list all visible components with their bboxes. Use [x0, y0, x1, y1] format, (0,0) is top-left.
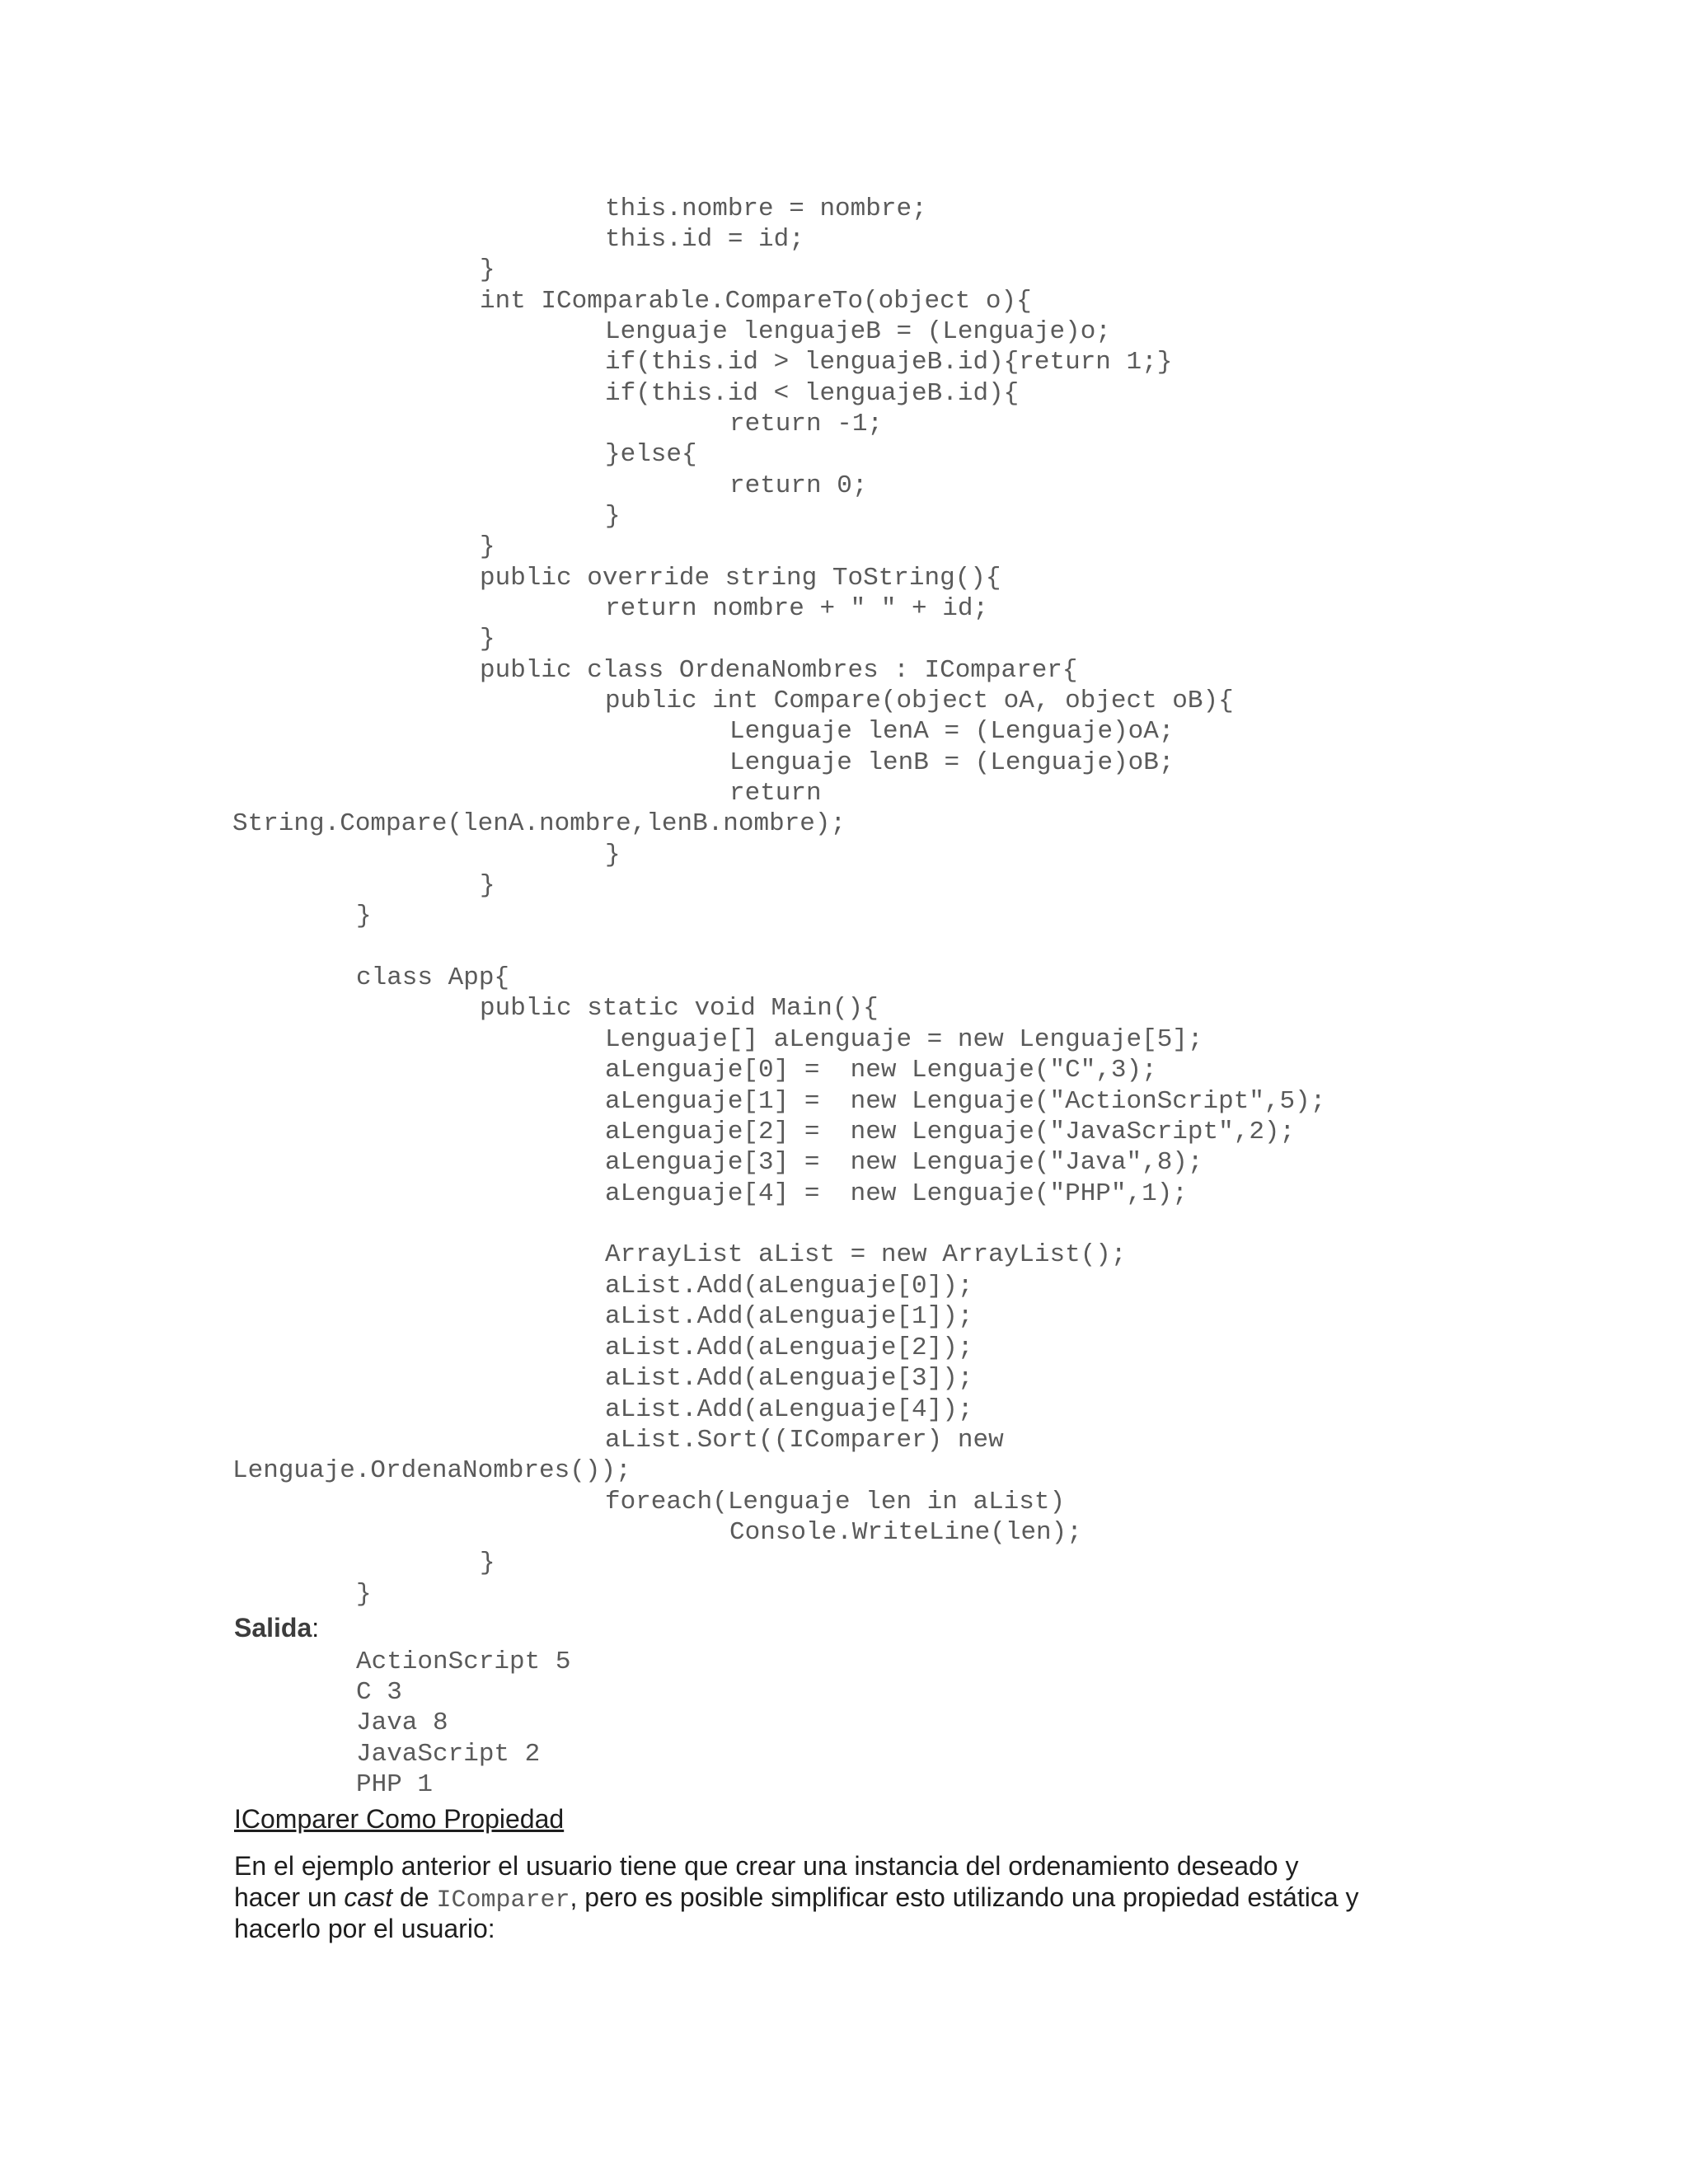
paragraph-text: de — [392, 1882, 437, 1912]
code-line: aList.Add(aLenguaje[0]); — [605, 1272, 973, 1301]
code-line: Lenguaje.OrdenaNombres()); — [232, 1456, 631, 1485]
code-line: } — [480, 255, 495, 284]
code-line: this.id = id; — [605, 225, 804, 254]
output-line: JavaScript 2 — [356, 1740, 541, 1769]
code-line: return -1; — [729, 410, 884, 438]
code-line: ArrayList aList = new ArrayList(); — [605, 1240, 1127, 1269]
paragraph-inline-code: IComparer — [436, 1886, 570, 1915]
code-line: aList.Add(aLenguaje[2]); — [605, 1333, 973, 1362]
output-label-text: Salida — [234, 1613, 312, 1643]
code-line: aList.Add(aLenguaje[1]); — [605, 1302, 973, 1331]
code-line: } — [480, 871, 495, 900]
code-line: } — [605, 502, 621, 531]
code-line: Lenguaje lenguajeB = (Lenguaje)o; — [605, 317, 1111, 346]
output-label — [234, 1612, 319, 1643]
code-line: return nombre + " " + id; — [605, 594, 989, 623]
output-label-colon: : — [312, 1613, 320, 1643]
paragraph-line: En el ejemplo anterior el usuario tiene que crear una instancia del ordenamiento deseado y — [234, 1851, 1299, 1881]
paragraph-text: hacer un — [234, 1882, 345, 1912]
code-line: foreach(Lenguaje len in aList) — [605, 1488, 1066, 1516]
code-line: Lenguaje lenB = (Lenguaje)oB; — [729, 748, 1175, 777]
code-line: return — [729, 779, 822, 808]
code-line: if(this.id < lenguajeB.id){ — [605, 379, 1020, 408]
code-line: class App{ — [356, 963, 510, 992]
output-line: ActionScript 5 — [356, 1647, 571, 1676]
code-line: }else{ — [605, 440, 697, 469]
code-line: String.Compare(lenA.nombre,lenB.nombre); — [232, 809, 846, 838]
code-line: } — [480, 532, 495, 561]
code-line: public static void Main(){ — [480, 994, 879, 1023]
code-line: aLenguaje[1] = new Lenguaje("ActionScript",5); — [605, 1087, 1326, 1116]
paragraph-text: , pero es posible simplificar esto utilizando una propiedad estática y — [570, 1882, 1359, 1912]
code-line: Console.WriteLine(len); — [729, 1518, 1082, 1547]
code-line: aList.Add(aLenguaje[4]); — [605, 1395, 973, 1424]
output-line: PHP 1 — [356, 1770, 434, 1799]
paragraph-italic-cast: cast — [344, 1882, 393, 1912]
section-heading: IComparer Como Propiedad — [234, 1804, 565, 1834]
code-line: aList.Add(aLenguaje[3]); — [605, 1364, 973, 1393]
code-line: aList.Sort((IComparer) new — [605, 1426, 1004, 1455]
code-line: return 0; — [729, 471, 868, 500]
code-line: aLenguaje[0] = new Lenguaje("C",3); — [605, 1056, 1157, 1085]
code-line: } — [356, 1580, 372, 1609]
code-line: this.nombre = nombre; — [605, 194, 927, 223]
code-line: aLenguaje[2] = new Lenguaje("JavaScript",2); — [605, 1118, 1296, 1146]
code-line: public int Compare(object oA, object oB){ — [605, 687, 1234, 715]
code-line: } — [480, 625, 495, 654]
code-line: int IComparable.CompareTo(object o){ — [480, 287, 1032, 316]
output-line: Java 8 — [356, 1708, 448, 1737]
paragraph-line: hacerlo por el usuario: — [234, 1914, 495, 1943]
output-line: C 3 — [356, 1678, 402, 1707]
code-line: Lenguaje[] aLenguaje = new Lenguaje[5]; — [605, 1025, 1203, 1054]
code-line: } — [356, 902, 372, 930]
code-line: public class OrdenaNombres : IComparer{ — [480, 656, 1078, 685]
code-line: Lenguaje lenA = (Lenguaje)oA; — [729, 717, 1175, 746]
paragraph-line — [234, 1882, 1359, 1916]
code-line: } — [605, 841, 621, 869]
code-line: aLenguaje[3] = new Lenguaje("Java",8); — [605, 1148, 1203, 1177]
code-line: } — [480, 1549, 495, 1577]
code-line: public override string ToString(){ — [480, 564, 1001, 593]
code-line: if(this.id > lenguajeB.id){return 1;} — [605, 348, 1173, 377]
code-line: aLenguaje[4] = new Lenguaje("PHP",1); — [605, 1179, 1188, 1208]
